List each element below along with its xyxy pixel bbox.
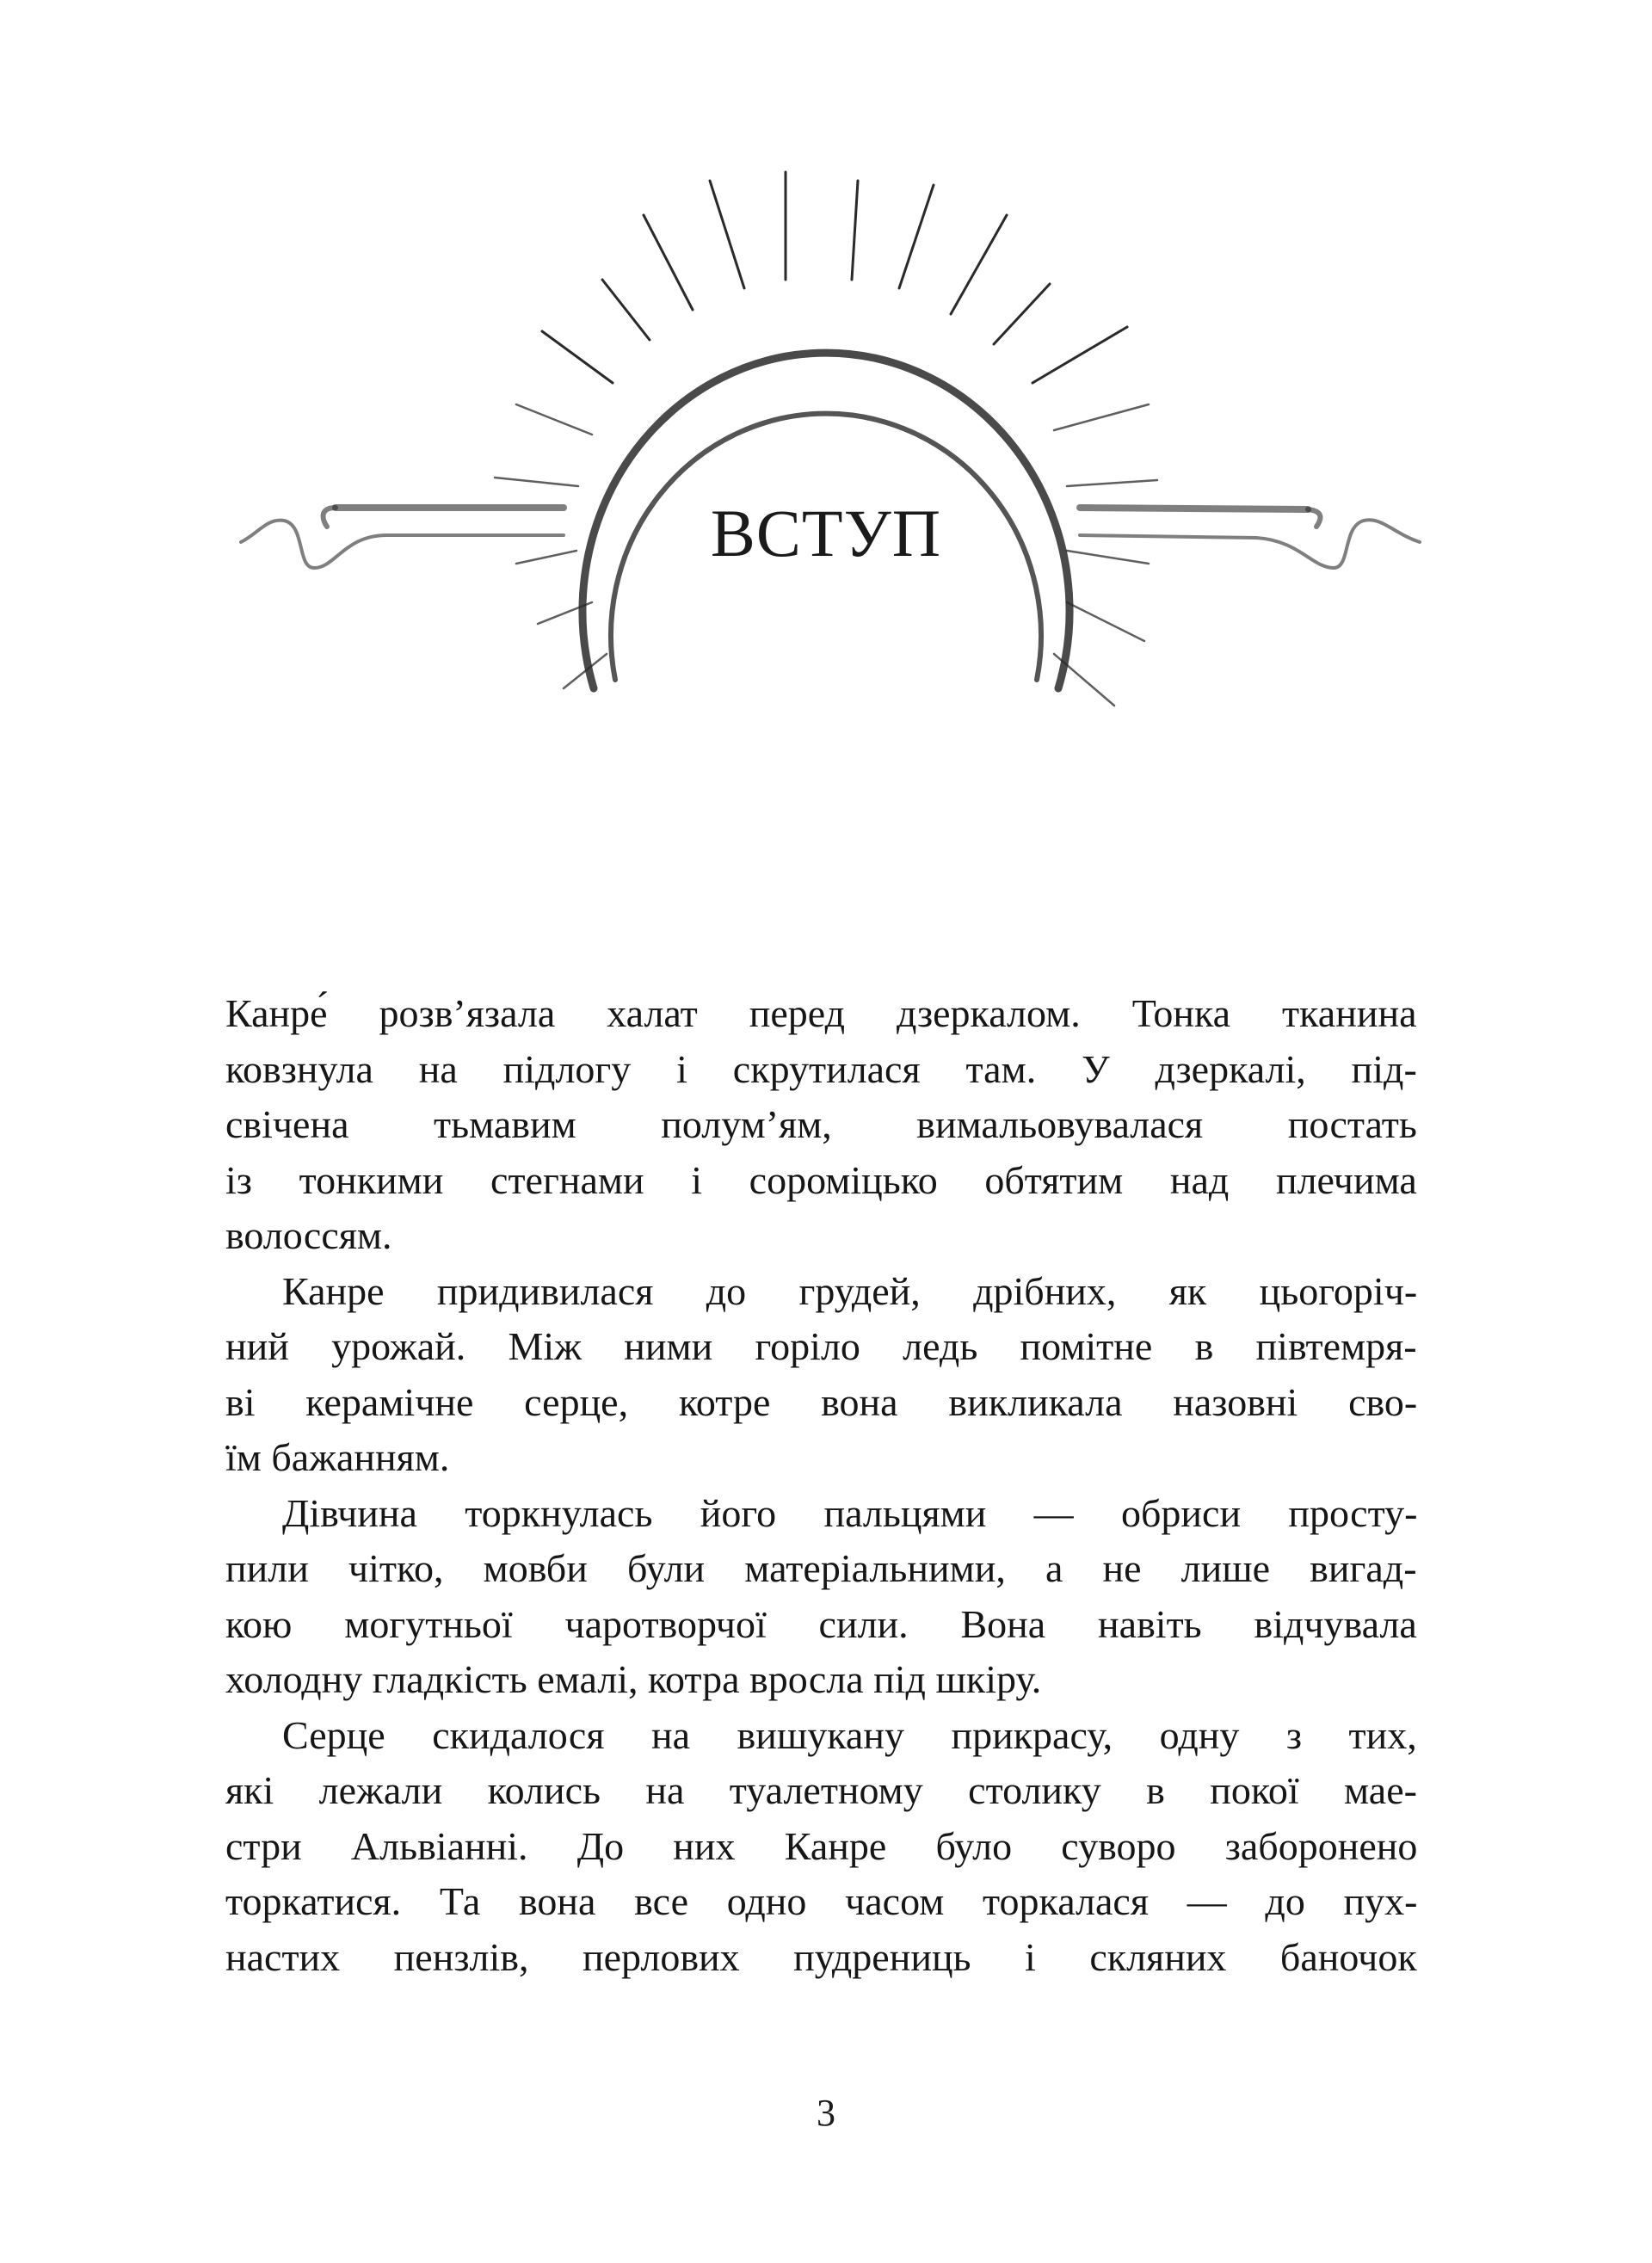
chapter-body — [225, 986, 1417, 1985]
text-line: торкатися. Та вона все одно часом торкалася — до пух- — [225, 1879, 1418, 1923]
text-line: стри Альвіанні. До них Канре було суворо заборонено — [225, 1823, 1418, 1868]
text-line: Канре придивилася до грудей, дрібних, як цьогоріч- — [282, 1268, 1418, 1313]
page-number: 3 — [817, 2092, 835, 2134]
text-line: ний урожай. Між ними горіло ледь помітне в півтемря- — [225, 1324, 1417, 1368]
chapter-title: ВСТУП — [710, 496, 942, 570]
paragraph-4 — [225, 1708, 1417, 1986]
text-line: ві керамічне серце, котре вона викликала назовні сво- — [225, 1379, 1418, 1424]
text-line: Серце скидалося на вишукану прикрасу, одну з тих, — [282, 1712, 1417, 1757]
paragraph-2 — [225, 1264, 1417, 1486]
text-line: із тонкими стегнами і сороміцько обтятим над плечима — [225, 1157, 1417, 1202]
text-line: холодну гладкість емалі, котра вросла під шкіру. — [225, 1657, 1042, 1701]
text-line: свічена тьмавим полум’ям, вимальовувалася постать — [225, 1102, 1417, 1146]
sunburst-ornament-icon — [0, 0, 1652, 774]
text-line: Канре́ розв’язала халат перед дзеркалом. Тонка тканина — [225, 991, 1417, 1035]
paragraph-3 — [225, 1486, 1417, 1708]
text-line: кою могутньої чаротворчої сили. Вона навіть відчувала — [225, 1601, 1417, 1646]
text-line: ковзнула на підлогу і скрутилася там. У дзеркалі, під- — [225, 1046, 1417, 1091]
text-line: пили чітко, мовби були матеріальними, а не лише вигад- — [225, 1546, 1417, 1590]
text-line: Дівчина торкнулась його пальцями — обриси просту- — [282, 1490, 1418, 1535]
text-line: їм бажанням. — [225, 1435, 450, 1479]
paragraph-1 — [225, 986, 1417, 1264]
text-line: волоссям. — [225, 1213, 392, 1257]
text-line: настих пензлів, перлових пудрениць і скляних баночок — [225, 1934, 1417, 1979]
text-line: які лежали колись на туалетному столику в покої мае- — [225, 1768, 1417, 1812]
